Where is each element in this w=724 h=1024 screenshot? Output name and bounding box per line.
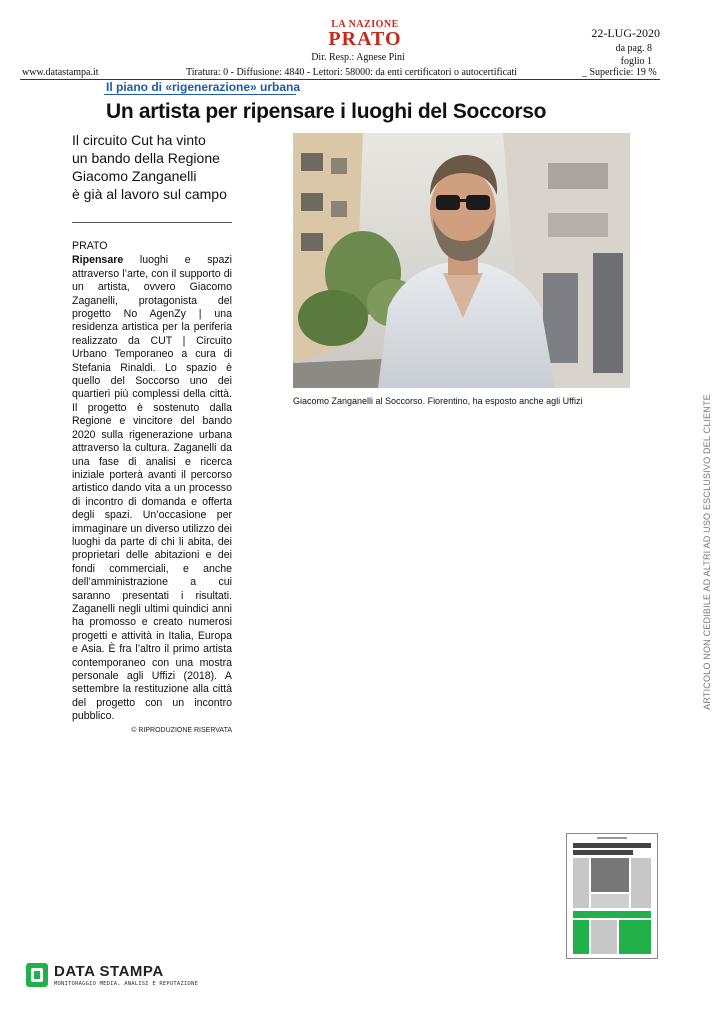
director-line: Dir. Resp.: Agnese Pini bbox=[311, 52, 405, 63]
lead-word: Ripensare bbox=[72, 254, 124, 267]
article-photo bbox=[293, 133, 630, 388]
side-notice: ARTICOLO NON CEDIBILE AD ALTRI AD USO ESCLUSIVO DEL CLIENTE bbox=[702, 394, 712, 710]
kicker-underline bbox=[104, 94, 296, 95]
dateline-place: PRATO bbox=[72, 240, 108, 252]
article-headline: Un artista per ripensare i luoghi del Soccorso bbox=[106, 100, 547, 123]
page-thumbnail[interactable] bbox=[566, 833, 658, 959]
article-body bbox=[72, 240, 232, 724]
sheet-number: foglio 1 bbox=[620, 56, 652, 67]
article-paragraph bbox=[72, 254, 232, 723]
article-subhead bbox=[72, 131, 272, 203]
masthead-logo bbox=[300, 20, 430, 48]
masthead-bottom-line: PRATO bbox=[328, 28, 402, 50]
thumbnail-preview bbox=[567, 834, 657, 958]
datastampa-mark-icon bbox=[26, 963, 48, 987]
masthead-top-line: LA NAZIONE bbox=[331, 19, 399, 30]
logo-tagline: MONITORAGGIO MEDIA, ANALISI E REPUTAZIONE bbox=[54, 981, 198, 987]
page-reference: da pag. 8 bbox=[615, 43, 652, 54]
logo-name: DATA STAMPA bbox=[54, 963, 164, 980]
copyright-notice: © RIPRODUZIONE RISERVATA bbox=[131, 727, 232, 734]
portrait-illustration bbox=[293, 133, 630, 388]
publication-date: 22-LUG-2020 bbox=[591, 26, 660, 40]
side-notice-wrapper bbox=[699, 386, 715, 718]
body-text: luoghi e spazi attraverso l’arte, con il supporto di un artista, ovvero Giacomo Zaganelli, protagonista del progetto No AgenZy | una residenza artistica per la periferia realizzato da CUT | Circuito Urbano Temporaneo a cura di Stefania Rinaldi. Lo spazio è quello del Soccorso uno dei quartieri più complessi della città. Il progetto è sostenuto dalla Regione e vincitore del bando 2020 sulla rigenerazione urbana attraverso la cultura. Zaganelli da una fase di analisi e ricerca iniziale porterà avanti il percorso artistico dando vita a un processo di incontro di domanda e offerta degli spazi. Un’occasione per immaginare un diverso utilizzo dei luoghi da parte di chi li abita, dei proprietari delle abitazioni e dei fondi commerciali, e anche dell’amministrazione a cui saranno presentati i risultati. Zaganelli negli ultimi quindici anni ha promosso e creato numerosi progetti e attività in Italia, Europa e Asia. È fra l’altro il primo artista contemporaneo con una mostra personale agli Uffizi (2018). A settembre la restituzione alla città del progetto con un incontro pubblico. bbox=[72, 254, 232, 723]
photo-caption: Giacomo Zanganelli al Soccorso. Fiorentino, ha esposto anche agli Uffizi bbox=[293, 396, 583, 406]
subhead-line: Giacomo Zanganelli bbox=[72, 168, 197, 184]
datastampa-logo bbox=[26, 963, 198, 993]
page-reference-block bbox=[560, 42, 652, 68]
article-kicker: Il piano di «rigenerazione» urbana bbox=[106, 80, 301, 94]
subhead-line: Il circuito Cut ha vinto bbox=[72, 132, 206, 148]
subhead-line: un bando della Regione bbox=[72, 150, 220, 166]
circulation-info: Tiratura: 0 - Diffusione: 4840 - Lettori: 58000: da enti certificatori o autocertificati bbox=[186, 67, 518, 78]
website-link[interactable]: www.datastampa.it bbox=[22, 67, 99, 78]
surface-info: _ Superficie: 19 % bbox=[582, 67, 657, 78]
column-divider bbox=[72, 222, 232, 223]
subhead-line: è già al lavoro sul campo bbox=[72, 186, 227, 202]
